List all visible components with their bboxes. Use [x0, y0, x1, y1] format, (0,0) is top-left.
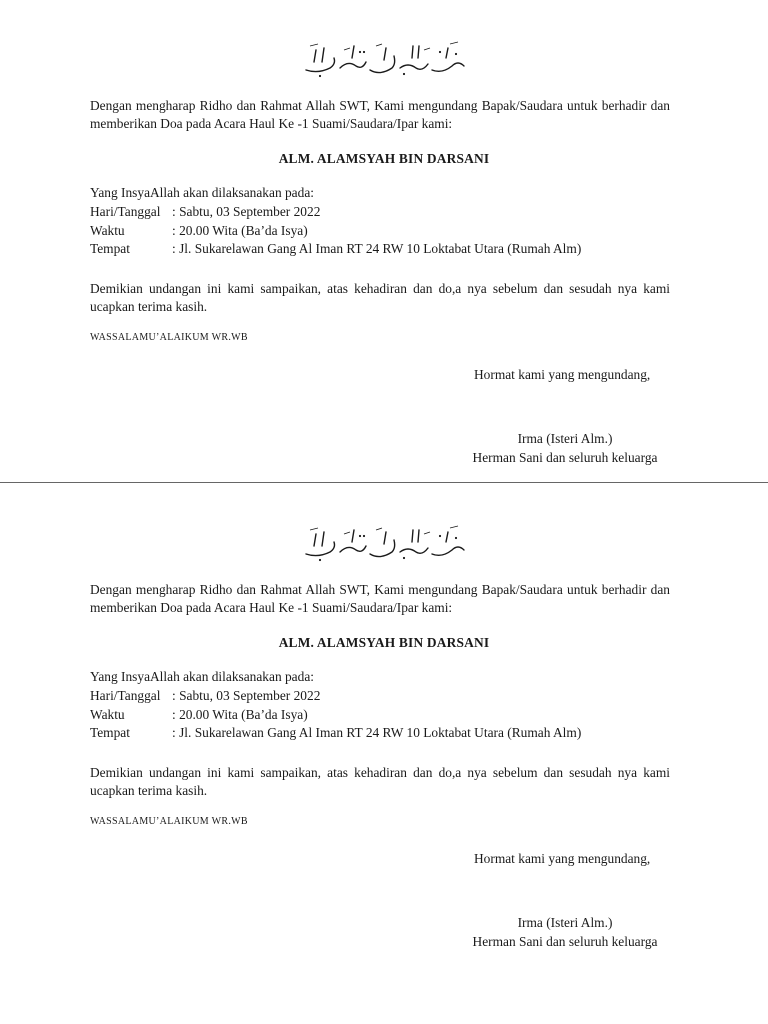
detail-label: Tempat	[90, 241, 130, 256]
signer-family: Herman Sani dan seluruh keluarga	[472, 934, 658, 949]
signoff-text: Hormat kami yang mengundang,	[474, 851, 651, 866]
detail-row-date	[90, 687, 690, 705]
invitation-card-1	[0, 0, 768, 480]
schedule-lead-in: Yang InsyaAllah akan dilaksanakan pada:	[90, 185, 314, 200]
wassalam-closing: WASSALAMU’ALAIKUM WR.WB	[90, 816, 248, 827]
deceased-name: ALM. ALAMSYAH BIN DARSANI	[278, 151, 490, 166]
detail-label: Hari/Tanggal	[90, 688, 161, 703]
detail-row-time	[90, 706, 690, 724]
closing-paragraph: Demikian undangan ini kami sampaikan, atas kehadiran dan do,a nya sebelum dan sesudah nya kami ucapkan terima kasih.	[90, 281, 670, 314]
invitation-intro: Dengan mengharap Ridho dan Rahmat Allah SWT, Kami mengundang Bapak/Saudara untuk berhadir dan memberikan Doa pada Acara Haul Ke -1 Suami/Saudara/Ipar kami:	[90, 98, 670, 131]
salam-calligraphy	[300, 40, 470, 80]
wassalam-closing: WASSALAMU’ALAIKUM WR.WB	[90, 332, 248, 343]
detail-label: Waktu	[90, 707, 125, 722]
invitation-intro: Dengan mengharap Ridho dan Rahmat Allah SWT, Kami mengundang Bapak/Saudara untuk berhadir dan memberikan Doa pada Acara Haul Ke -1 Suami/Saudara/Ipar kami:	[90, 582, 670, 615]
cut-line-divider	[0, 482, 768, 483]
detail-row-date	[90, 203, 690, 221]
detail-row-time	[90, 222, 690, 240]
detail-value: : Jl. Sukarelawan Gang Al Iman RT 24 RW 10 Loktabat Utara (Rumah Alm)	[172, 241, 582, 256]
detail-row-place	[90, 724, 690, 742]
salam-calligraphy	[300, 524, 470, 564]
arabic-calligraphy-icon	[300, 40, 470, 80]
closing-paragraph: Demikian undangan ini kami sampaikan, atas kehadiran dan do,a nya sebelum dan sesudah nya kami ucapkan terima kasih.	[90, 765, 670, 798]
detail-label: Waktu	[90, 223, 125, 238]
detail-value: : 20.00 Wita (Ba’da Isya)	[172, 707, 308, 722]
deceased-name: ALM. ALAMSYAH BIN DARSANI	[278, 635, 490, 650]
detail-value: : Sabtu, 03 September 2022	[172, 204, 321, 219]
detail-value: : Jl. Sukarelawan Gang Al Iman RT 24 RW 10 Loktabat Utara (Rumah Alm)	[172, 725, 582, 740]
signer-primary: Irma (Isteri Alm.)	[517, 431, 613, 446]
signoff-text: Hormat kami yang mengundang,	[474, 367, 651, 382]
detail-row-place	[90, 240, 690, 258]
detail-value: : 20.00 Wita (Ba’da Isya)	[172, 223, 308, 238]
detail-label: Hari/Tanggal	[90, 204, 161, 219]
arabic-calligraphy-icon	[300, 524, 470, 564]
invitation-card-2	[0, 484, 768, 964]
signer-family: Herman Sani dan seluruh keluarga	[472, 450, 658, 465]
detail-value: : Sabtu, 03 September 2022	[172, 688, 321, 703]
signer-primary: Irma (Isteri Alm.)	[517, 915, 613, 930]
schedule-lead-in: Yang InsyaAllah akan dilaksanakan pada:	[90, 669, 314, 684]
detail-label: Tempat	[90, 725, 130, 740]
